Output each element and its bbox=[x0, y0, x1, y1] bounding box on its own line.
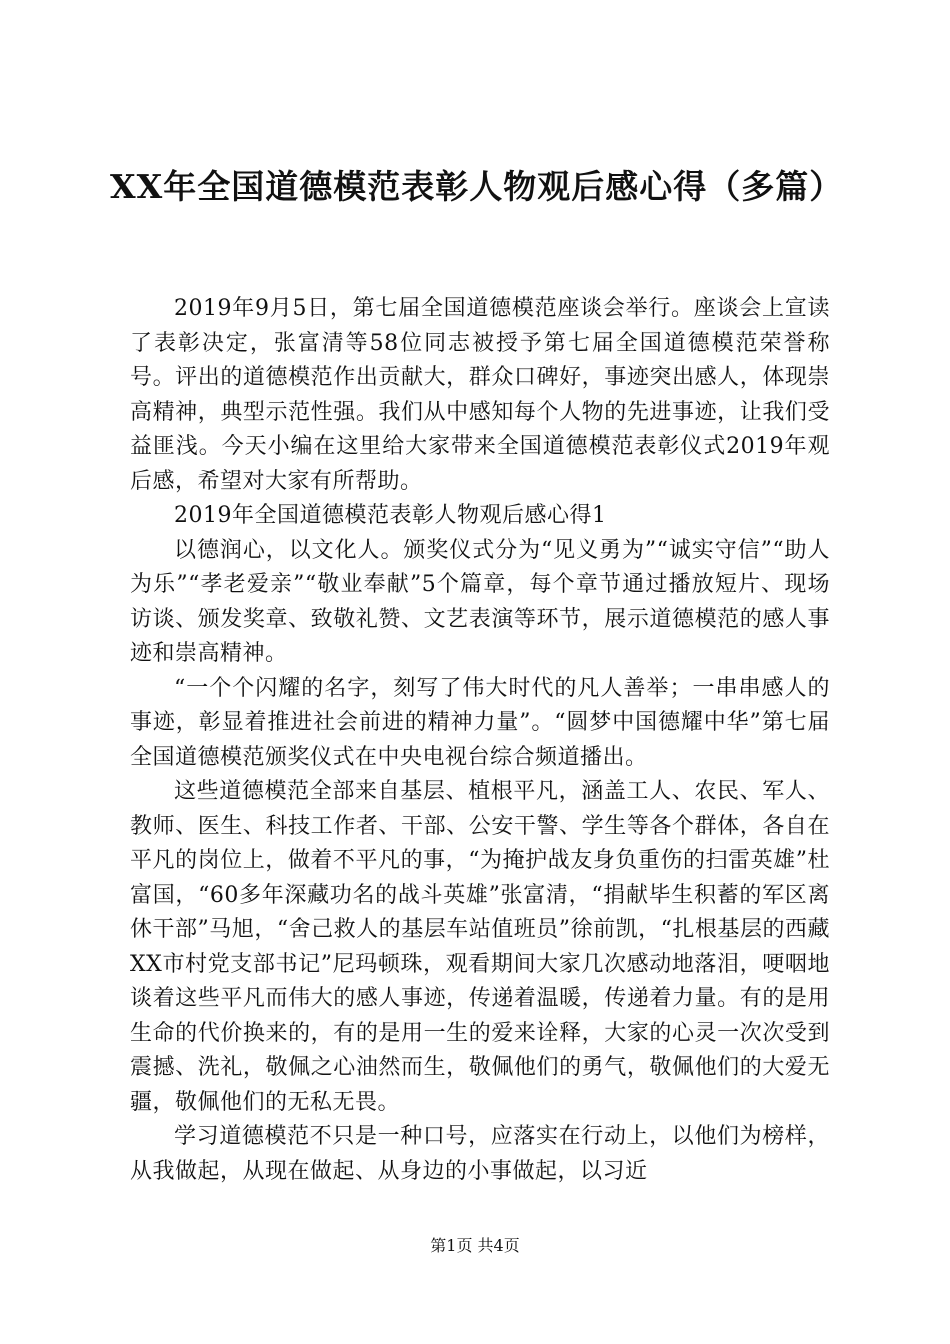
paragraph-section-heading: 2019年全国道德模范表彰人物观后感心得1 bbox=[174, 503, 607, 528]
paragraph-intro: 2019年9月5日，第七届全国道德模范座谈会举行。座谈会上宣读了表彰决定，张富清等58位同志被授予第七届全国道德模范荣誉称号。评出的道德模范作出贡献大，群众口碑好，事迹突出感人，体现崇高精神，典型示范性强。我们从中感知每个人物的先进事迹，让我们受益匪浅。今天小编在这里给大家带来全国道德模范表彰仪式2019年观后感，希望对大家有所帮助。 bbox=[130, 296, 830, 494]
paragraph-models: 这些道德模范全部来自基层、植根平凡，涵盖工人、农民、军人、教师、医生、科技工作者、干部、公安干警、学生等各个群体，各自在平凡的岗位上，做着不平凡的事，“为掩护战友身负重伤的扫雷英雄”杜富国，“60多年深藏功名的战斗英雄”张富清，“捐献毕生积蓄的军区离休干部”马旭，“舍己救人的基层车站值班员”徐前凯，“扎根基层的西藏XX市村党支部书记”尼玛顿珠，观看期间大家几次感动地落泪，哽咽地谈着这些平凡而伟大的感人事迹，传递着温暖，传递着力量。有的是用生命的代价换来的，有的是用一生的爱来诠释，大家的心灵一次次受到震撼、洗礼，敬佩之心油然而生，敬佩他们的勇气，敬佩他们的大爱无疆，敬佩他们的无私无畏。 bbox=[130, 779, 830, 1115]
paragraph-learning: 学习道德模范不只是一种口号，应落实在行动上，以他们为榜样，从我做起，从现在做起、从身边的小事做起，以习近 bbox=[130, 1124, 830, 1184]
page-footer: 第1页 共4页 bbox=[430, 1236, 520, 1255]
document-body bbox=[130, 292, 830, 1189]
paragraph-quote: “一个个闪耀的名字，刻写了伟大时代的凡人善举；一串串感人的事迹，彰显着推进社会前进的精神力量”。“圆梦中国德耀中华”第七届全国道德模范颁奖仪式在中央电视台综合频道播出。 bbox=[130, 675, 830, 770]
paragraph-ceremony: 以德润心，以文化人。颁奖仪式分为“见义勇为”“诚实守信”“助人为乐”“孝老爱亲”“敬业奉献”5个篇章，每个章节通过播放短片、现场访谈、颁发奖章、致敬礼赞、文艺表演等环节，展示道德模范的感人事迹和崇高精神。 bbox=[130, 537, 830, 666]
document-title: XX年全国道德模范表彰人物观后感心得（多篇） bbox=[110, 167, 844, 206]
